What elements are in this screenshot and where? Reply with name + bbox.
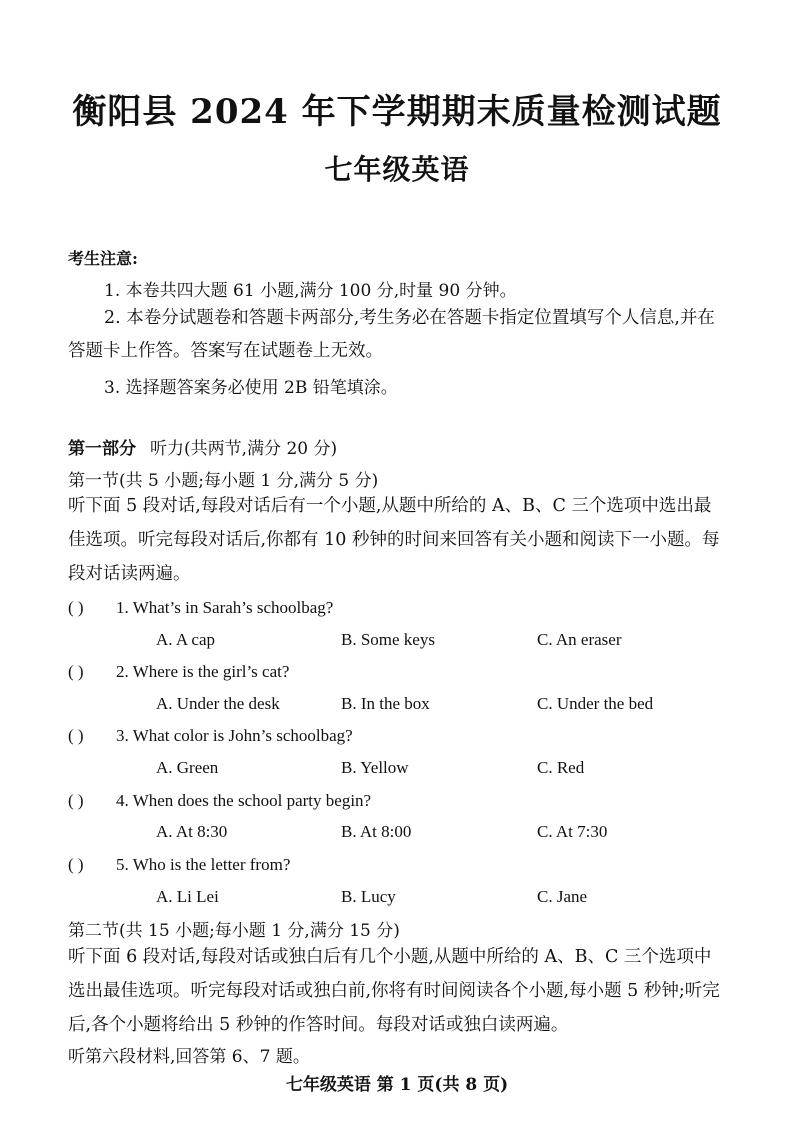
question-4-option-b: B. At 8:00 [341,822,412,841]
question-1-option-c: C. An eraser [537,630,622,649]
question-3-option-a: A. Green [156,758,219,777]
question-4-option-a: A. At 8:30 [156,822,228,841]
answer-blank-4: ( ) [68,791,84,810]
question-3-option-c: C. Red [537,758,585,777]
question-2-option-a: A. Under the desk [156,694,280,713]
question-4-stem: 4. When does the school party begin? [116,791,372,810]
answer-blank-2: ( ) [68,662,84,681]
question-2-option-b: B. In the box [341,694,430,713]
question-5-option-b: B. Lucy [341,887,396,906]
question-5-option-a: A. Li Lei [156,887,219,906]
question-3-option-b: B. Yellow [341,758,409,777]
exam-title: 衡阳县 2024 年下学期期末质量检测试题 [72,92,722,132]
page-footer: 七年级英语 第 1 页(共 8 页) [285,1075,509,1095]
question-2-stem: 2. Where is the girl’s cat? [116,662,290,681]
notice-heading: 考生注意: [68,249,138,268]
question-3-stem: 3. What color is John’s schoolbag? [116,726,353,745]
notice-item-3: 3. 选择题答案务必使用 2B 铅笔填涂。 [104,378,398,398]
section2-instructions: 听下面 6 段对话,每段对话或独白后有几个小题,从题中所给的 A、B、C 三个选项中选出最佳选项。听完每段对话或独白前,你将有时间阅读各个小题,每小题 5 秒钟;听完后,各个小题将给出 5 秒钟的作答时间。每段对话或独白读两遍。 [68,947,720,1035]
question-2-option-c: C. Under the bed [537,694,654,713]
part1-heading [68,434,337,459]
question-5-option-c: C. Jane [537,887,588,906]
question-1-option-a: A. A cap [156,630,216,649]
part1-label: 第一部分 [68,439,136,459]
answer-blank-3: ( ) [68,726,84,745]
section1-instructions: 听下面 5 段对话,每段对话后有一个小题,从题中所给的 A、B、C 三个选项中选出最佳选项。听完每段对话后,你都有 10 秒钟的时间来回答有关小题和阅读下一小题。每段对话读两遍。 [68,496,720,584]
answer-blank-5: ( ) [68,855,84,874]
question-4-option-c: C. At 7:30 [537,822,608,841]
section2-material: 听第六段材料,回答第 6、7 题。 [68,1047,310,1067]
notice-item-1: 1. 本卷共四大题 61 小题,满分 100 分,时量 90 分钟。 [104,281,517,301]
exam-subtitle: 七年级英语 [324,153,470,186]
question-1-option-b: B. Some keys [341,630,435,649]
question-5-stem: 5. Who is the letter from? [116,855,291,874]
answer-blank-1: ( ) [68,598,84,617]
section2-heading: 第二节(共 15 小题;每小题 1 分,满分 15 分) [68,921,400,941]
notice-item-2: 2. 本卷分试题卷和答题卡两部分,考生务必在答题卡指定位置填写个人信息,并在答题卡上作答。答案写在试题卷上无效。 [68,308,715,361]
question-1-stem: 1. What’s in Sarah’s schoolbag? [116,598,334,617]
section1-heading: 第一节(共 5 小题;每小题 1 分,满分 5 分) [68,471,379,491]
part1-title: 听力(共两节,满分 20 分) [150,439,338,459]
